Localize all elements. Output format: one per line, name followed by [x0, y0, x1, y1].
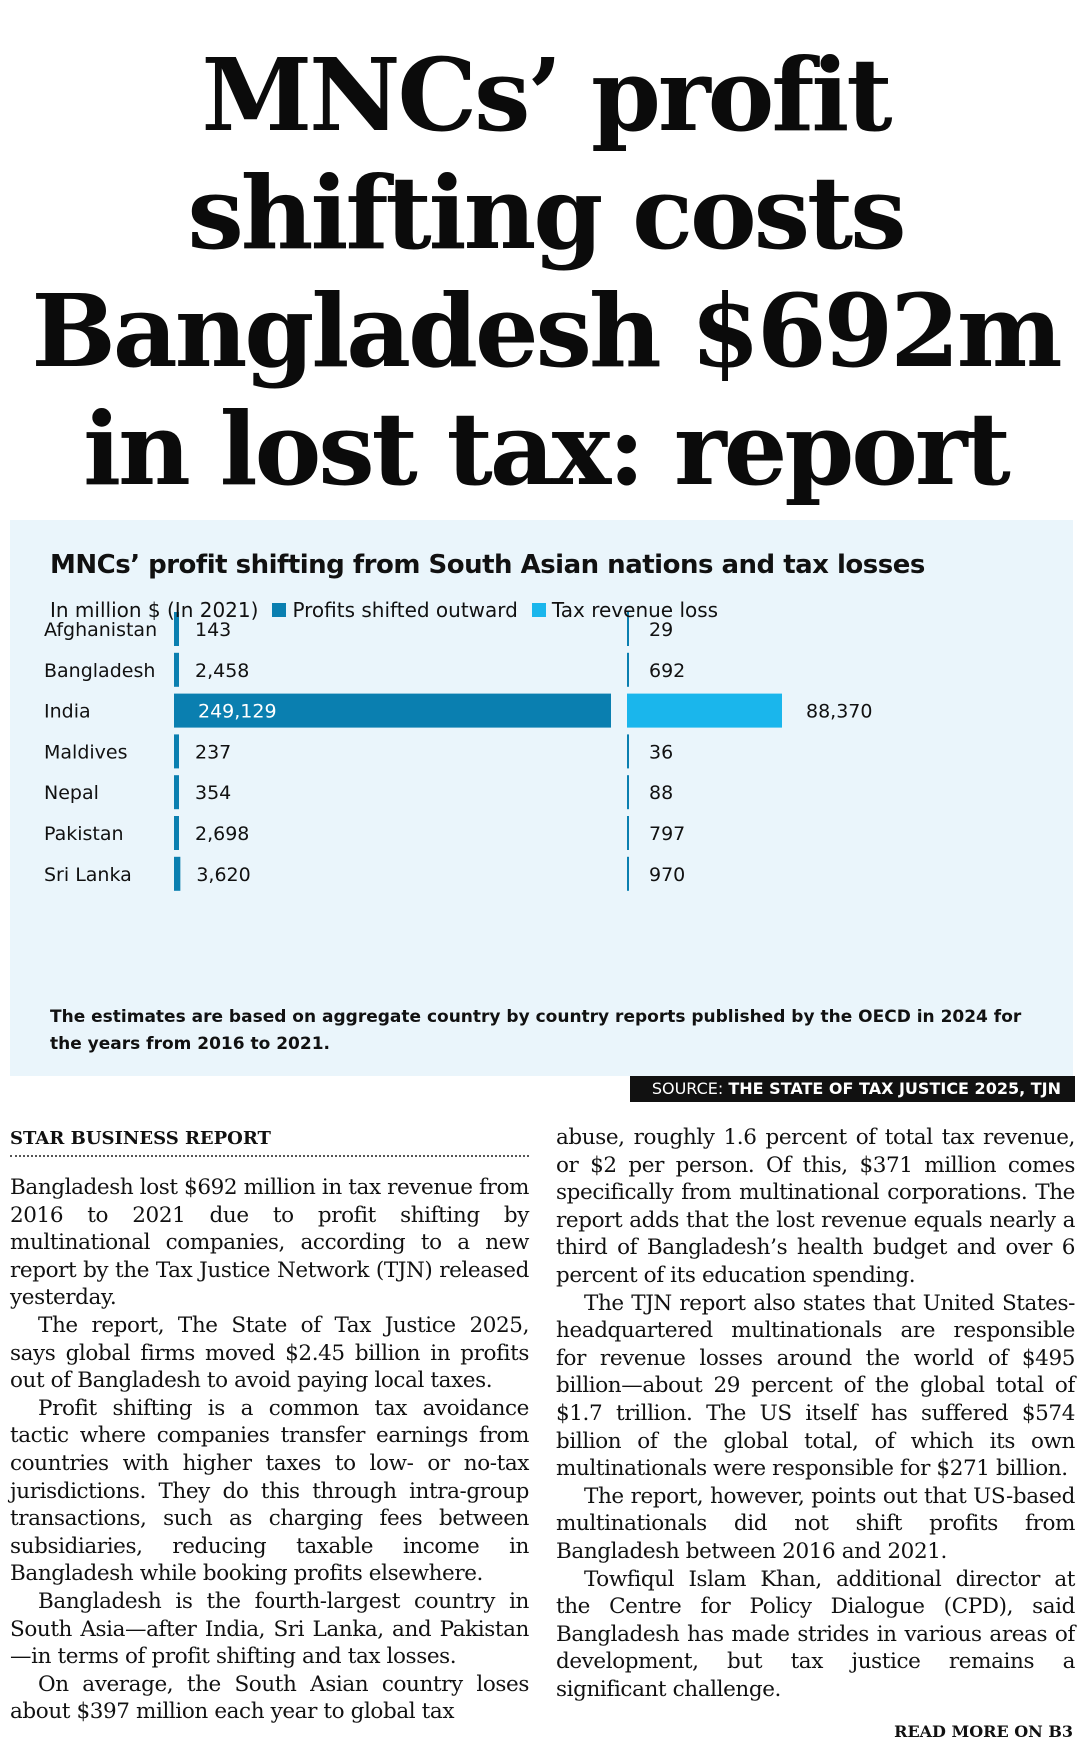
category-label: Maldives [44, 741, 128, 764]
headline-line-2: shifting costs [187, 154, 904, 272]
tax-loss-bar [627, 857, 629, 891]
tax-loss-value-label: 88 [649, 782, 674, 805]
profits-value-label: 354 [195, 782, 232, 805]
profits-bar [174, 653, 179, 687]
tax-loss-value-label: 88,370 [806, 700, 873, 723]
headline-line-3: Bangladesh $692m [31, 272, 1060, 390]
tax-loss-bar [627, 694, 782, 728]
category-label: Nepal [44, 782, 99, 805]
source-credit [630, 1076, 1075, 1102]
article-column-1 [10, 1174, 529, 1726]
category-label: Afghanistan [44, 619, 158, 641]
tax-loss-value-label: 797 [649, 823, 686, 845]
headline-line-4: in lost tax: report [83, 390, 1008, 508]
legend-label-profits: Profits shifted outward [292, 598, 518, 622]
article-column-2 [556, 1124, 1075, 1703]
chart-panel [10, 520, 1073, 1076]
unit-label: In million $ (In 2021) [50, 598, 259, 622]
profits-bar [174, 816, 179, 850]
profits-value-label: 143 [195, 619, 232, 641]
read-more-link[interactable]: READ MORE ON B3 [894, 1722, 1073, 1741]
paragraph: On average, the South Asian country loses about $397 million each year to global tax [10, 1671, 529, 1725]
tax-loss-value-label: 970 [649, 863, 686, 886]
tax-loss-value-label: 692 [649, 659, 686, 682]
profits-value-label: 237 [195, 741, 232, 764]
headline-line-1: MNCs’ profit [201, 36, 890, 154]
headline [0, 36, 1091, 508]
chart-note: The estimates are based on aggregate country by country reports published by the OECD in 2024 for the years from 2016 to 2021. [50, 1007, 1022, 1054]
tax-loss-bar [627, 816, 629, 850]
tax-loss-value-label: 36 [649, 741, 674, 764]
legend-swatch-tax-loss [532, 603, 546, 617]
profits-bar [174, 775, 179, 809]
paragraph: Bangladesh lost $692 million in tax revenue from 2016 to 2021 due to profit shifting by multinational companies, according to a new report by the Tax Justice Network (TJN) released yesterday. [10, 1175, 529, 1311]
profits-bar [174, 734, 179, 768]
source-name: THE STATE OF TAX JUSTICE 2025, TJN [728, 1079, 1061, 1098]
paragraph: Towfiqul Islam Khan, additional director at the Centre for Policy Dialogue (CPD), said Bangladesh has made strides in various areas of development, but tax justice remains a significant challenge. [556, 1566, 1075, 1702]
profits-value-label: 249,129 [198, 700, 277, 723]
tax-loss-bar [627, 653, 629, 687]
tax-loss-value-label: 29 [649, 619, 674, 641]
tax-loss-bar [627, 734, 629, 768]
paragraph: Profit shifting is a common tax avoidance tactic where companies transfer earnings from countries with higher taxes to low- or no-tax jurisdictions. They do this through intra-group transactions, such as charging fees between subsidiaries, reducing taxable income in Bangladesh while booking profits elsewhere. [10, 1395, 529, 1587]
category-label: Bangladesh [44, 659, 156, 682]
paragraph: The TJN report also states that United States-headquartered multinationals are responsible for revenue losses around the world of $495 billion—about 29 percent of the global total of $1.7 trillion. The US itself has suffered $574 billion of the global total, of which its own multinationals were responsible for $271 billion. [556, 1290, 1075, 1482]
category-label: Pakistan [44, 823, 124, 845]
byline: STAR BUSINESS REPORT [10, 1128, 529, 1157]
tax-loss-bar [627, 775, 629, 809]
source-prefix: SOURCE: [651, 1079, 724, 1098]
paragraph: Bangladesh is the fourth-largest country in South Asia—after India, Sri Lanka, and Pakistan—in terms of profit shifting and tax losses. [10, 1588, 529, 1670]
profits-value-label: 2,458 [195, 659, 250, 682]
paragraph: The report, The State of Tax Justice 2025, says global firms moved $2.45 billion in profits out of Bangladesh to avoid paying local taxes. [10, 1312, 529, 1394]
profits-value-label: 2,698 [195, 823, 250, 845]
paragraph: The report, however, points out that US-based multinationals did not shift profits from Bangladesh between 2016 and 2021. [556, 1483, 1075, 1564]
profits-bar [174, 857, 180, 891]
chart-title: MNCs’ profit shifting from South Asian nations and tax losses [50, 550, 925, 580]
paragraph: abuse, roughly 1.6 percent of total tax revenue, or $2 per person. Of this, $371 million comes specifically from multinational corporations. The report adds that the lost revenue equals nearly a third of Bangladesh’s health budget and over 6 percent of its education spending. [556, 1125, 1075, 1288]
legend-label-tax-loss: Tax revenue loss [551, 598, 719, 622]
category-label: India [44, 700, 91, 723]
legend-swatch-profits [272, 603, 286, 617]
chart-legend [50, 598, 718, 622]
category-label: Sri Lanka [44, 863, 132, 886]
profits-value-label: 3,620 [196, 863, 251, 886]
